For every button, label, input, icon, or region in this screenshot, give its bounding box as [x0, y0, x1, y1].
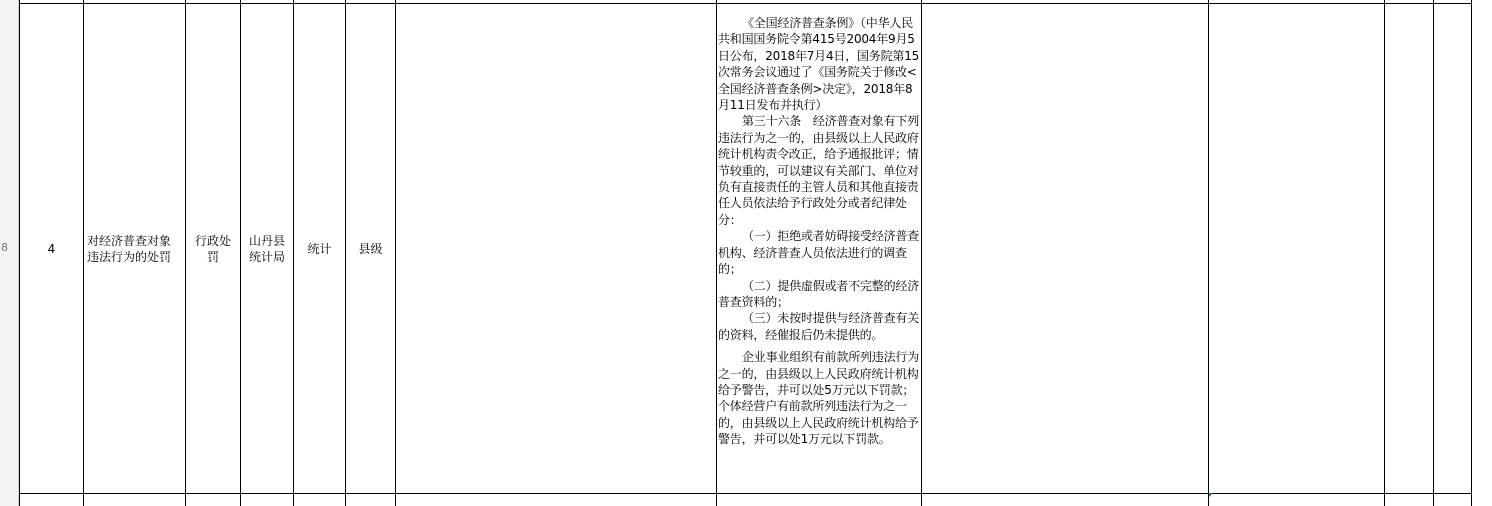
cell-empty[interactable]: [1209, 4, 1384, 493]
cell-item-name[interactable]: [84, 4, 185, 493]
authority: 山丹县统计局: [248, 233, 285, 264]
row-header[interactable]: [0, 0, 19, 506]
item-name: 对经济普查对象违法行为的处罚: [87, 233, 172, 264]
domain: 统计: [307, 241, 332, 256]
cell-level[interactable]: [346, 4, 395, 493]
legal-basis-paragraph: 《全国经济普查条例》（中华人民共和国国务院令第415号2004年9月5日公布，2018年7月4日，国务院第15次常务会议通过了《国务院关于修改<全国经济普查条例>决定》，2018年8月11日发布并执行）: [718, 16, 920, 113]
cell-empty[interactable]: [922, 4, 1208, 493]
row-bottom-border: [19, 493, 1472, 494]
row-number[interactable]: 8: [1, 241, 8, 254]
comment-indicator-icon: [1209, 493, 1213, 497]
col-border: [1471, 0, 1472, 506]
cell-domain[interactable]: [294, 4, 345, 493]
cell-empty[interactable]: [1434, 4, 1471, 493]
cell-empty[interactable]: [396, 4, 716, 493]
cell-legal-basis[interactable]: [718, 15, 920, 448]
legal-basis-paragraph: （一）拒绝或者妨碍接受经济普查机构、经济普查人员依法进行的调查的；: [718, 229, 920, 277]
cell-serial[interactable]: [20, 4, 83, 493]
cell-authority[interactable]: [241, 4, 293, 493]
level: 县级: [358, 241, 383, 256]
cell-category[interactable]: [186, 4, 240, 493]
col-border: [716, 0, 717, 506]
legal-basis-paragraph: （二）提供虚假或者不完整的经济普查资料的；: [718, 278, 920, 309]
cell-empty[interactable]: [1385, 4, 1433, 493]
legal-basis-paragraph: （三）未按时提供与经济普查有关的资料，经催报后仍未提供的。: [718, 311, 920, 342]
legal-basis-paragraph: 第三十六条 经济普查对象有下列违法行为之一的，由县级以上人民政府统计机构责令改正，给予通报批评；情节较重的，可以建议有关部门、单位对负有直接责任的主管人员和其他直接责任人员依法给予行政处分或者纪律处分：: [718, 114, 920, 227]
serial-number: 4: [47, 241, 56, 256]
legal-basis-paragraph: 企业事业组织有前款所列违法行为之一的，由县级以上人民政府统计机构给予警告，并可以处5万元以下罚款；个体经营户有前款所列违法行为之一的，由县级以上人民政府统计机构给予警告，并可以处1万元以下罚款。: [718, 350, 920, 447]
category: 行政处罚: [194, 233, 231, 264]
